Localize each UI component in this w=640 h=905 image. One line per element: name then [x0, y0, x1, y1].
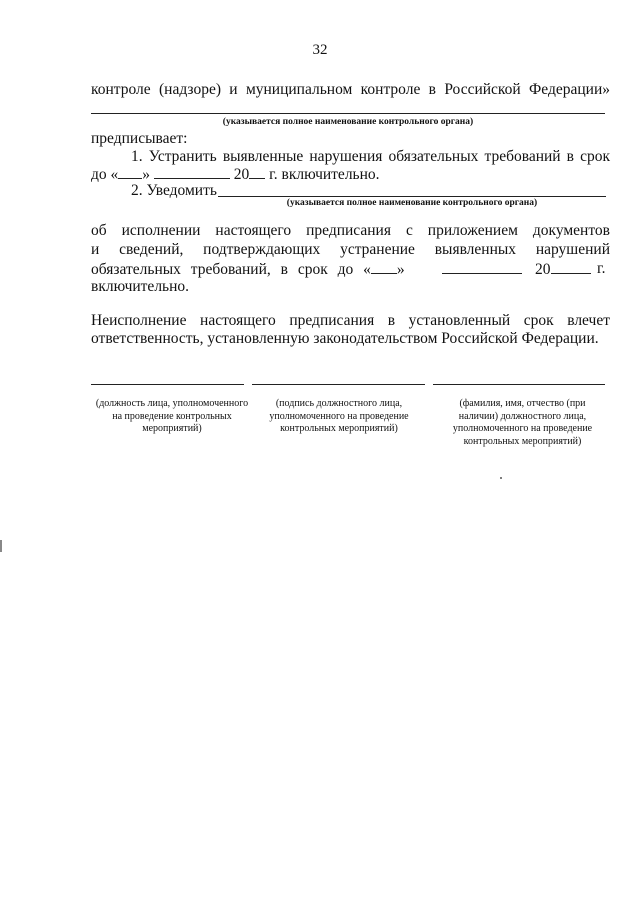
item1-quote-close: » — [142, 166, 151, 183]
signature-caption-signature: (подпись должностного лица, уполномоченного на проведение контрольных мероприятий) — [269, 398, 409, 434]
item1-line1: 1. Устранить выявленные нарушения обязательных требований в срок — [131, 148, 610, 165]
notify-line2: и сведений, подтверждающих устранение выявленных нарушений — [91, 241, 610, 258]
header-line: контроле (надзоре) и муниципальном контроле в Российской Федерации» — [91, 81, 610, 98]
authority-caption-2: (указывается полное наименование контрольного органа) — [286, 198, 538, 208]
notify-line4: включительно. — [91, 278, 190, 295]
signature-line-position — [91, 384, 244, 385]
authority-underline-1 — [91, 113, 605, 114]
scan-speck — [500, 477, 502, 479]
notify-line3-prefix: обязательных требований, в срок до « — [91, 261, 371, 278]
notify-year-prefix: 20 — [535, 261, 551, 278]
item1-year-prefix: 20 — [233, 166, 250, 183]
notify-line1: об исполнении настоящего предписания с приложением документов — [91, 222, 610, 239]
notify-month-blank — [442, 259, 522, 274]
notify-year-blank — [551, 259, 591, 274]
signature-caption-position: (должность лица, уполномоченного на проведение контрольных мероприятий) — [95, 398, 249, 434]
notify-date-tail — [442, 259, 522, 280]
item1-month-blank — [154, 164, 230, 179]
scan-edge-mark — [0, 540, 2, 552]
item1-suffix: г. включительно. — [265, 166, 380, 183]
item1-day-prefix: до « — [91, 166, 119, 183]
item1-year-blank — [249, 164, 265, 179]
authority-caption-1: (указывается полное наименование контрольного органа) — [222, 117, 474, 127]
liability-line1: Неисполнение настоящего предписания в установленный срок влечет — [91, 312, 610, 329]
notify-quote-close: » — [396, 261, 405, 278]
page-number: 32 — [312, 42, 328, 58]
notify-year-group — [535, 259, 591, 280]
item2-label: 2. Уведомить — [131, 182, 217, 199]
prescribes-label: предписывает: — [91, 130, 188, 147]
signature-line-signature — [252, 384, 425, 385]
notify-day-blank — [371, 259, 397, 274]
item1-day-blank — [118, 164, 142, 179]
liability-line2: ответственность, установленную законодательством Российской Федерации. — [91, 330, 599, 347]
notify-year-suffix: г. — [597, 260, 606, 277]
signature-line-name — [433, 384, 605, 385]
signature-caption-name: (фамилия, имя, отчество (при наличии) должностного лица, уполномоченного на проведение контрольных мероприятий) — [452, 398, 593, 447]
